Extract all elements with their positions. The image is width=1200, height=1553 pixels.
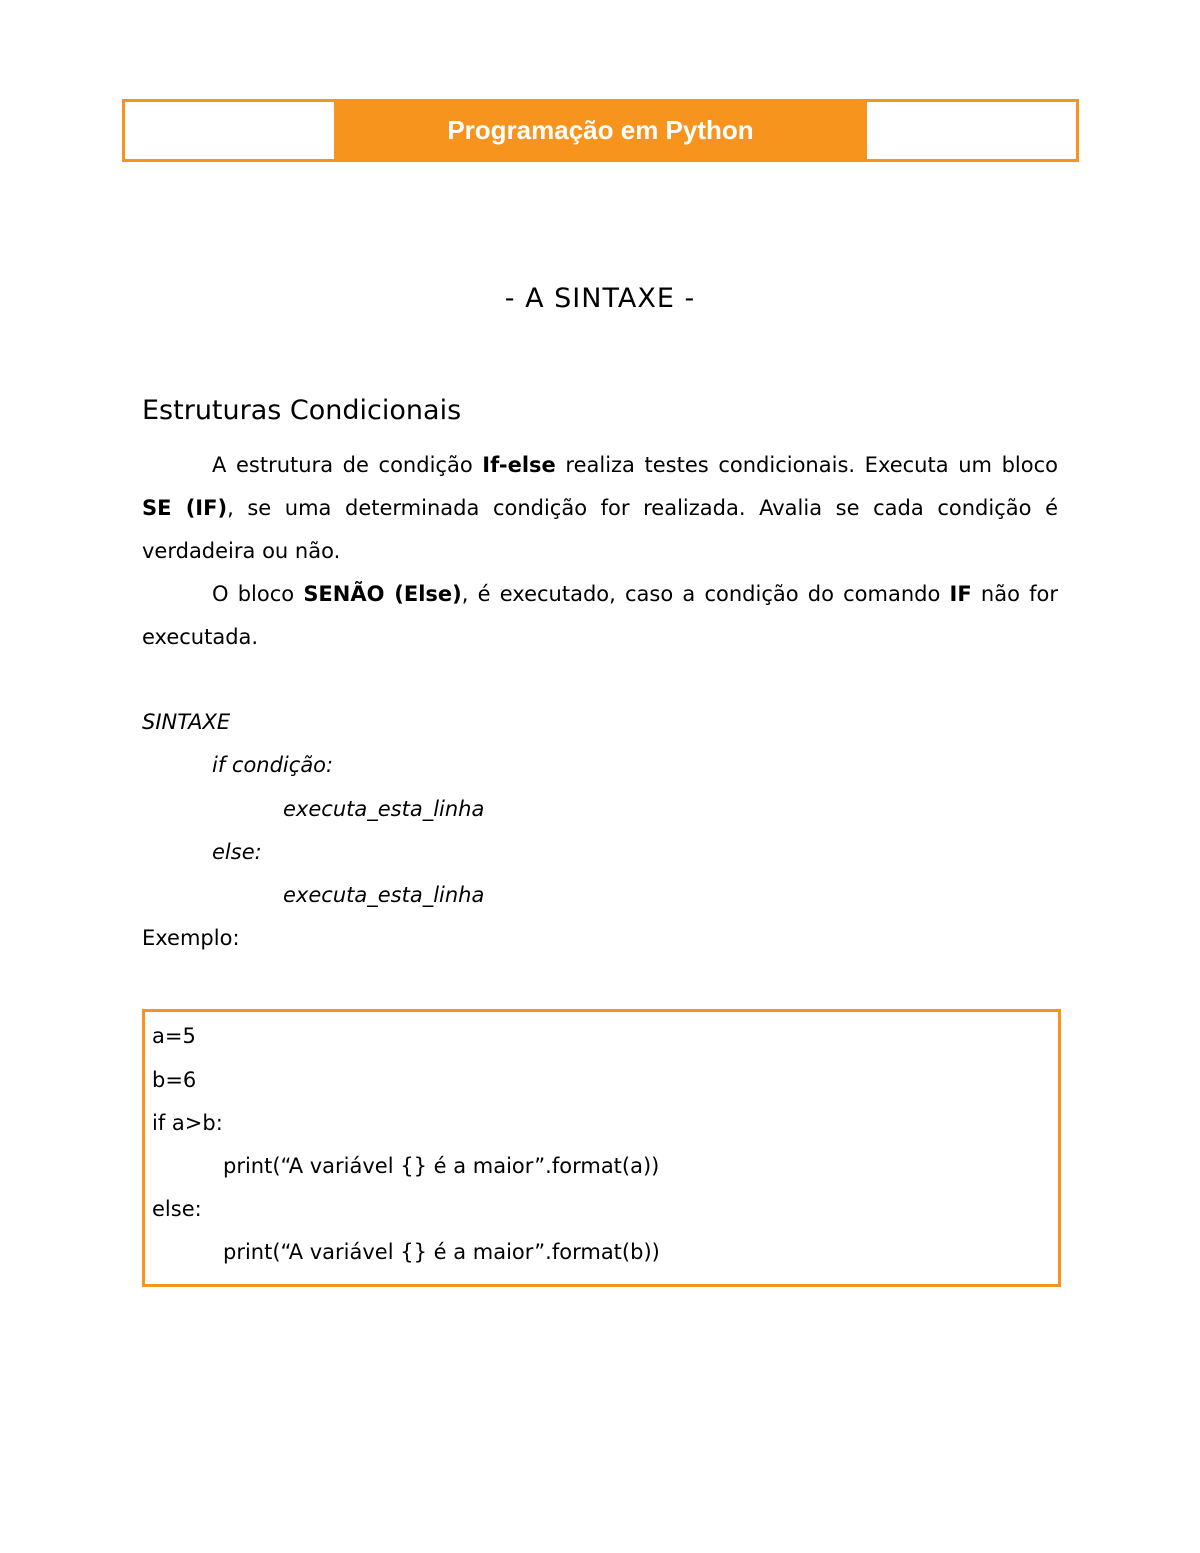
syntax-if-line: if condição: [212, 753, 334, 777]
bold-term-se-if: SE (IF) [142, 496, 228, 520]
syntax-label: SINTAXE [142, 710, 231, 734]
paragraph-text: realiza testes condicionais. Executa um bloco [555, 453, 1058, 477]
paragraph-text: A estrutura de condição [212, 453, 483, 477]
syntax-else-body-line: executa_esta_linha [283, 883, 485, 907]
syntax-then-line: executa_esta_linha [283, 797, 485, 821]
subheading: Estruturas Condicionais [142, 395, 462, 426]
header-title-cell [334, 102, 867, 159]
paragraph-text: não for executada. [142, 582, 1058, 649]
paragraph-text: , é executado, caso a condição do comando [461, 582, 950, 606]
code-line: print(“A variável {} é a maior”.format(a)) [223, 1154, 660, 1178]
bold-term-if: IF [949, 582, 972, 606]
bold-term-if-else: If-else [482, 453, 556, 477]
example-label: Exemplo: [142, 926, 240, 950]
paragraph-else [142, 573, 1058, 659]
code-example-box [142, 1009, 1061, 1287]
document-header [122, 99, 1079, 162]
code-line: b=6 [152, 1068, 197, 1092]
code-line: else: [152, 1197, 202, 1221]
paragraph-text: , se uma determinada condição for realizada. Avalia se cada condição é verdadeira ou não. [142, 496, 1058, 563]
section-heading: - A SINTAXE - [504, 283, 696, 314]
code-line: a=5 [152, 1024, 196, 1048]
syntax-else-line: else: [212, 840, 262, 864]
header-title: Programação em Python [447, 115, 754, 145]
code-line: if a>b: [152, 1111, 223, 1135]
paragraph-if-else [142, 444, 1058, 573]
bold-term-senao-else: SENÃO (Else) [303, 582, 462, 606]
code-line: print(“A variável {} é a maior”.format(b)) [223, 1240, 660, 1264]
paragraph-text: O bloco [212, 582, 304, 606]
